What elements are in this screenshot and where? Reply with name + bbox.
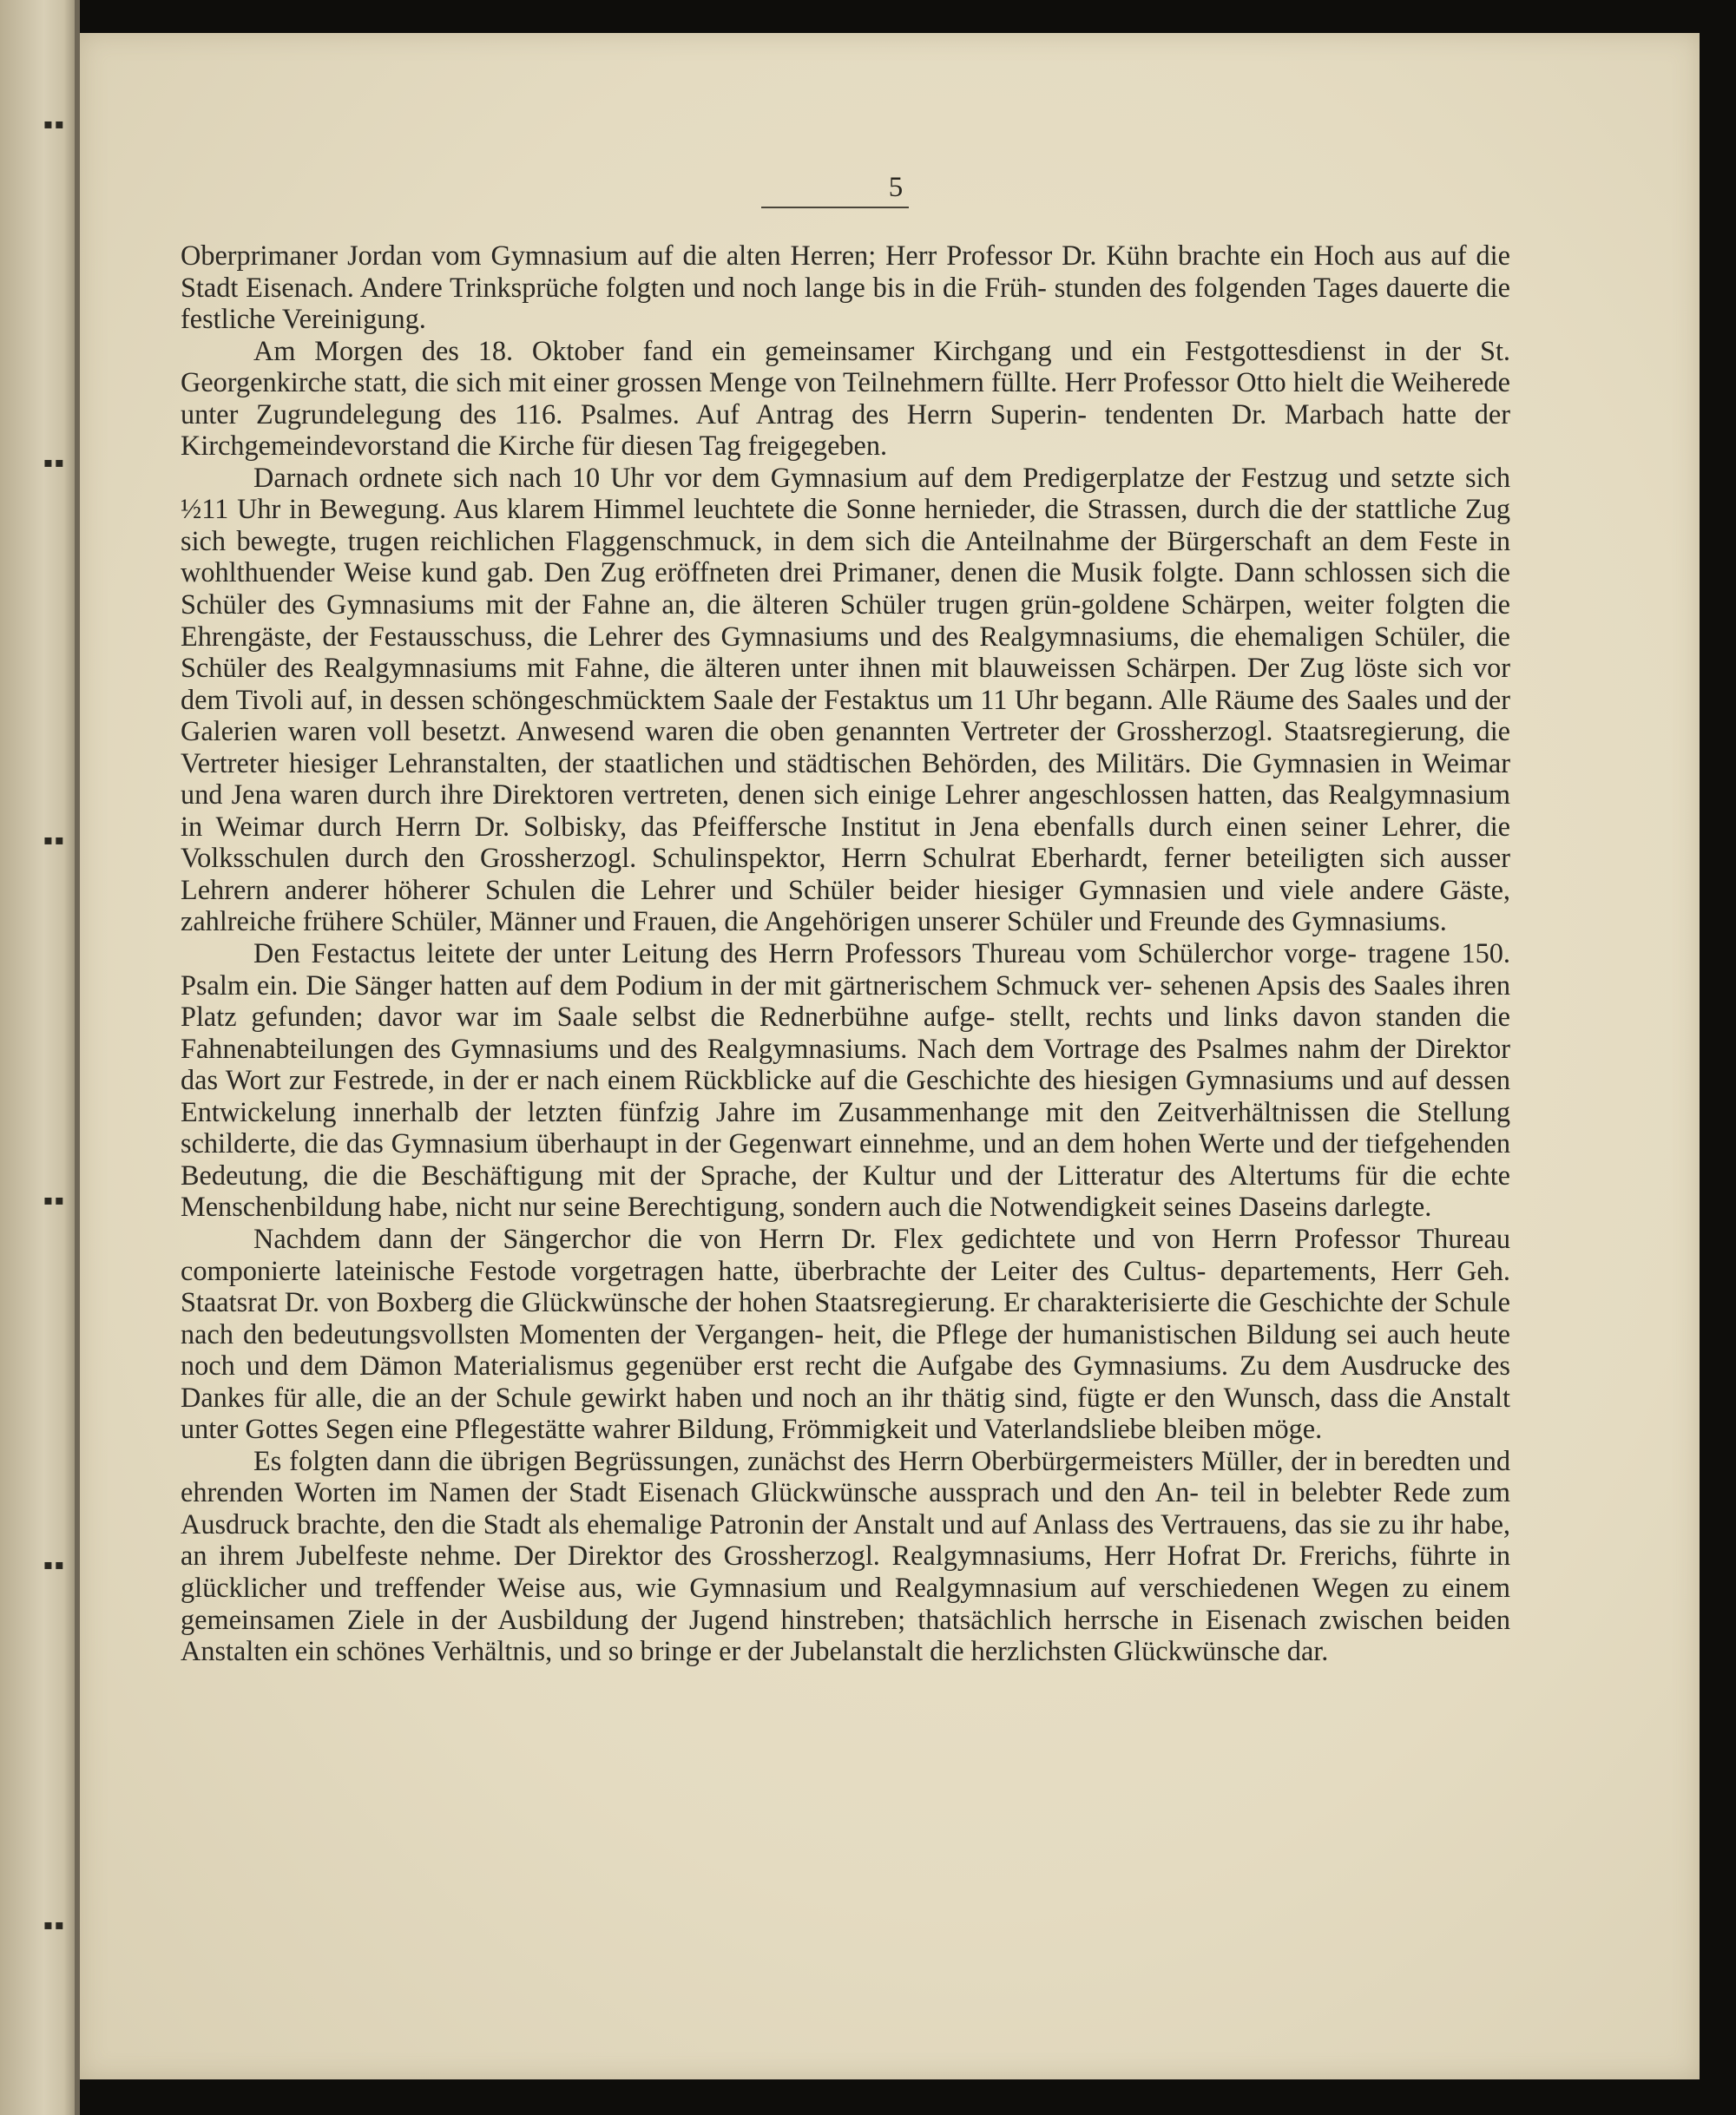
paragraph: Nachdem dann der Sängerchor die von Herrn Dr. Flex gedichtete und von Herrn Professor Thureau componierte lateinische Festode vorgetragen hatte, überbrachte der Leiter des Cultus- departements, Herr Geh. Staatsrat Dr. von Boxberg die Glückwünsche der hohen Staatsregierung. Er charakterisierte die Geschichte der Schule nach den bedeutungsvollsten Momenten der Vergangen- heit, die Pflege der humanistischen Bildung sei auch heute noch und dem Dämon Materialismus gegenüber erst recht die Aufgabe des Gymnasiums. Zu dem Ausdrucke des Dankes für alle, die an der Schule gewirkt haben und noch an ihr thätig sind, fügte er den Wunsch, dass die Anstalt unter Gottes Segen eine Pflegestätte wahrer Bildung, Frömmigkeit und Vaterlandsliebe bleiben möge. bbox=[181, 1222, 1510, 1445]
paragraph: Oberprimaner Jordan vom Gymnasium auf die alten Herren; Herr Professor Dr. Kühn brachte ein Hoch aus auf die Stadt Eisenach. Andere Trinksprüche folgten und noch lange bis in die Früh- stunden des folgenden Tages dauerte die festliche Vereinigung. bbox=[181, 240, 1510, 335]
body-text bbox=[181, 240, 1510, 1667]
margin-mark: ▪▪ bbox=[43, 1916, 66, 1933]
left-page-edge bbox=[0, 0, 80, 2115]
paragraph: Darnach ordnete sich nach 10 Uhr vor dem Gymnasium auf dem Predigerplatze der Festzug und setzte sich ½11 Uhr in Bewegung. Aus klarem Himmel leuchtete die Sonne hernieder, die Strassen, durch die der stattliche Zug sich bewegte, trugen reichlichen Flaggenschmuck, in dem sich die Anteilnahme der Bürgerschaft an dem Feste in wohlthuender Weise kund gab. Den Zug eröffneten drei Primaner, denen die Musik folgte. Dann schlossen sich die Schüler des Gymnasiums mit der Fahne an, die älteren Schüler trugen grün-goldene Schärpen, weiter folgten die Ehrengäste, der Festausschuss, die Lehrer des Gymnasiums und des Realgymnasiums, die ehemaligen Schüler, die Schüler des Realgymnasiums mit Fahne, die älteren unter ihnen mit blauweissen Schärpen. Der Zug löste sich vor dem Tivoli auf, in dessen schöngeschmücktem Saale der Festaktus um 11 Uhr begann. Alle Räume des Saales und der Galerien waren voll besetzt. Anwesend waren die oben genannten Vertreter der Grossherzogl. Staatsregierung, die Vertreter hiesiger Lehranstalten, der staatlichen und städtischen Behörden, des Militärs. Die Gymnasien in Weimar und Jena waren durch ihre Direktoren vertreten, denen sich einige Lehrer angeschlossen hatten, das Realgymnasium in Weimar durch Herrn Dr. Solbisky, das Pfeiffersche Institut in Jena ebenfalls durch einen seiner Lehrer, die Volksschulen durch den Grossherzogl. Schulinspektor, Herrn Schulrat Eberhardt, ferner beteiligten sich ausser Lehrern anderer höherer Schulen die Lehrer und Schüler beider hiesiger Gymnasien und viele andere Gäste, zahlreiche frühere Schüler, Männer und Frauen, die Angehörigen unserer Schüler und Freunde des Gymnasiums. bbox=[181, 461, 1510, 937]
margin-mark: ▪▪ bbox=[43, 831, 66, 848]
document-page bbox=[80, 33, 1700, 2079]
margin-mark: ▪▪ bbox=[43, 115, 66, 132]
margin-mark: ▪▪ bbox=[43, 1192, 66, 1208]
page-number-rule bbox=[761, 207, 909, 208]
page-number: 5 bbox=[888, 172, 904, 203]
paragraph: Den Festactus leitete der unter Leitung des Herrn Professors Thureau vom Schülerchor vorge- tragene 150. Psalm ein. Die Sänger hatten auf dem Podium in der mit gärtnerischem Schmuck ver- sehenen Apsis des Saales ihren Platz gefunden; davor war im Saale selbst die Rednerbühne aufge- stellt, rechts und links davon standen die Fahnenabteilungen des Gymnasiums und des Realgymnasiums. Nach dem Vortrage des Psalmes nahm der Direktor das Wort zur Festrede, in der er nach einem Rückblicke auf die Geschichte des hiesigen Gymnasiums und auf dessen Entwickelung innerhalb der letzten fünfzig Jahre im Zusammenhange mit den Zeitverhältnissen die Stellung schilderte, die das Gymnasium überhaupt in der Gegenwart einnehme, und an dem hohen Werte und der tiefgehenden Bedeutung, die die Beschäftigung mit der Sprache, der Kultur und der Litteratur des Altertums für die echte Menschenbildung habe, nicht nur seine Berechtigung, sondern auch die Notwendigkeit seines Daseins darlegte. bbox=[181, 937, 1510, 1223]
paragraph: Es folgten dann die übrigen Begrüssungen, zunächst des Herrn Oberbürgermeisters Müller, der in beredten und ehrenden Worten im Namen der Stadt Eisenach Glückwünsche aussprach und den An- teil in belebter Rede zum Ausdruck brachte, den die Stadt als ehemalige Patronin der Anstalt und auf Anlass des Vertrauens, das sie zu ihr habe, an ihrem Jubelfeste nehme. Der Direktor des Grossherzogl. Realgymnasiums, Herr Hofrat Dr. Frerichs, führte in glücklicher und treffender Weise aus, wie Gymnasium und Realgymnasium auf verschiedenen Wegen zu einem gemeinsamen Ziele in der Ausbildung der Jugend hinstreben; thatsächlich herrsche in Eisenach zwischen beiden Anstalten ein schönes Verhältnis, und so bringe er der Jubelanstalt die herzlichsten Glückwünsche dar. bbox=[181, 1444, 1510, 1667]
paragraph: Am Morgen des 18. Oktober fand ein gemeinsamer Kirchgang und ein Festgottesdienst in der St. Georgenkirche statt, die sich mit einer grossen Menge von Teilnehmern füllte. Herr Professor Otto hielt die Weiherede unter Zugrundelegung des 116. Psalmes. Auf Antrag des Herrn Superin- tendenten Dr. Marbach hatte der Kirchgemeindevorstand die Kirche für diesen Tag freigegeben. bbox=[181, 334, 1510, 462]
margin-mark: ▪▪ bbox=[43, 454, 66, 470]
margin-mark: ▪▪ bbox=[43, 1556, 66, 1573]
